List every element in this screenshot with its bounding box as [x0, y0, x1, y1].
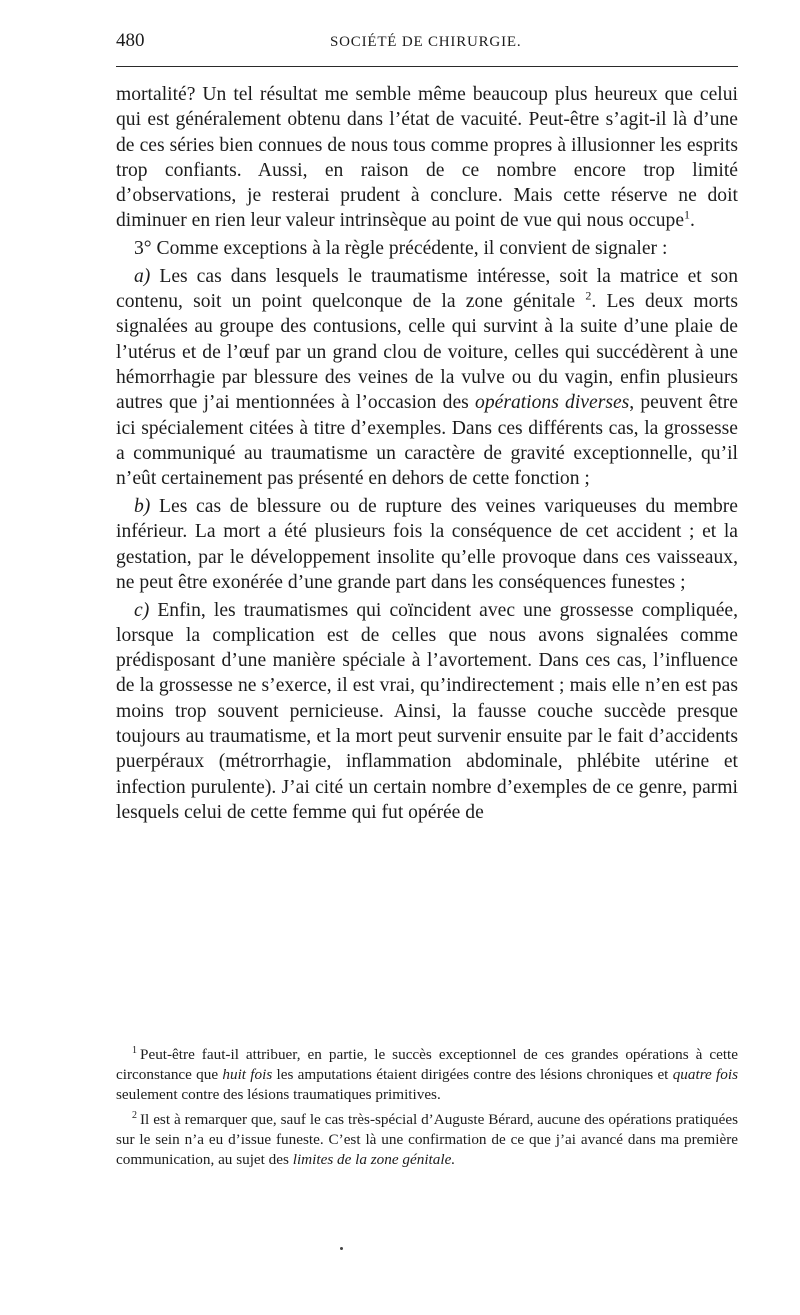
paragraph-c: c) Enfin, les traumatismes qui coïncident avec une grossesse compliquée, lorsque la complication est de celles que nous avons signalées comme prédisposant d’une manière spéciale à l’avortement. Dans ces cas, l’influence de la grossesse ne s’exerce, il est vrai, qu’indirectement ; mais elle n’en est pas moins trop souvent pernicieuse. Ainsi, la fausse couche succède presque toujours au traumatisme, et la mort peut survenir ensuite par le fait d’accidents puerpéraux (métrorrhagie, inflammation abdominale, phlébite utérine et infection purulente). J’ai cité un certain nombre d’exemples de ce genre, parmi lesquels celui de cette femme qui fut opérée de [116, 599, 738, 823]
footnote-2: $^2$ Il est à remarquer que, sauf le cas très-spécial d’Auguste Bérard, aucune des opérations pratiquées sur le sein n’a eu d’issue funeste. C’est là une confirmation de ce que j’ai avancé dans ma première communication, au sujet des limites de la zone génitale. [116, 1109, 738, 1169]
print-speck [340, 1247, 343, 1250]
main-text [116, 82, 738, 828]
paragraph-b: b) Les cas de blessure ou de rupture des veines variqueuses du membre inférieur. La mort a été plusieurs fois la conséquence de cet accident ; et la gestation, par le développement insolite qu’elle provoque dans ces vaisseaux, ne peut être exonérée d’une grande part dans les conséquences funestes ; [116, 495, 738, 593]
item-label-a: a) [134, 265, 151, 287]
page-number: 480 [116, 30, 145, 51]
footnotes [116, 1045, 738, 1174]
footnote-1: $^1$ Peut-être faut-il attribuer, en partie, le succès exceptionnel de ces grandes opérations à cette circonstance que huit fois les amputations étaient dirigées contre des lésions chroniques et quatre fois seulement contre des lésions traumatiques primitives. [116, 1044, 738, 1104]
header-rule [116, 66, 738, 67]
paragraph-1: mortalité? Un tel résultat me semble même beaucoup plus heureux que celui qui est généralement obtenu dans l’état de vacuité. Peut-être s’agit-il là d’une de ces séries bien connues de nous tous comme propres à illusionner les esprits trop confiants. Aussi, en raison de ce nombre encore trop limité d’observations, je resterai prudent à conclure. Mais cette réserve ne doit diminuer en rien leur valeur intrinsèque au point de vue qui nous occupe$^1$. [116, 84, 738, 232]
paragraph-2: 3° Comme exceptions à la règle précédente, il convient de signaler : [134, 238, 668, 260]
italic-phrase: opérations diverses [475, 392, 630, 414]
running-title: SOCIÉTÉ DE CHIRURGIE. [330, 34, 522, 50]
footnote-ref-1: 1 [684, 207, 691, 222]
footnote-ref-2: 2 [585, 288, 592, 303]
paragraph-a: a) Les cas dans lesquels le traumatisme intéresse, soit la matrice et son contenu, soit un point quelconque de la zone génitale $^2$. Les deux morts signalées au groupe des contusions, celle qui survint à la suite d’une plaie de l’utérus et de l’œuf par un grand clou de voiture, celles qui succédèrent à une hémorrhagie par blessure des veines de la vulve ou du vagin, enfin plusieurs autres que j’ai mentionnées à l’occasion des opérations diverses, peuvent être ici spécialement citées à titre d’exemples. Dans ces différents cas, la grossesse a communiqué au traumatisme un caractère de gravité exceptionnelle, qu’il n’eût certainement pas présenté en dehors de cette fonction ; [116, 265, 739, 490]
item-label-b: b) [134, 495, 151, 517]
page-header [116, 28, 738, 58]
item-label-c: c) [134, 599, 150, 621]
